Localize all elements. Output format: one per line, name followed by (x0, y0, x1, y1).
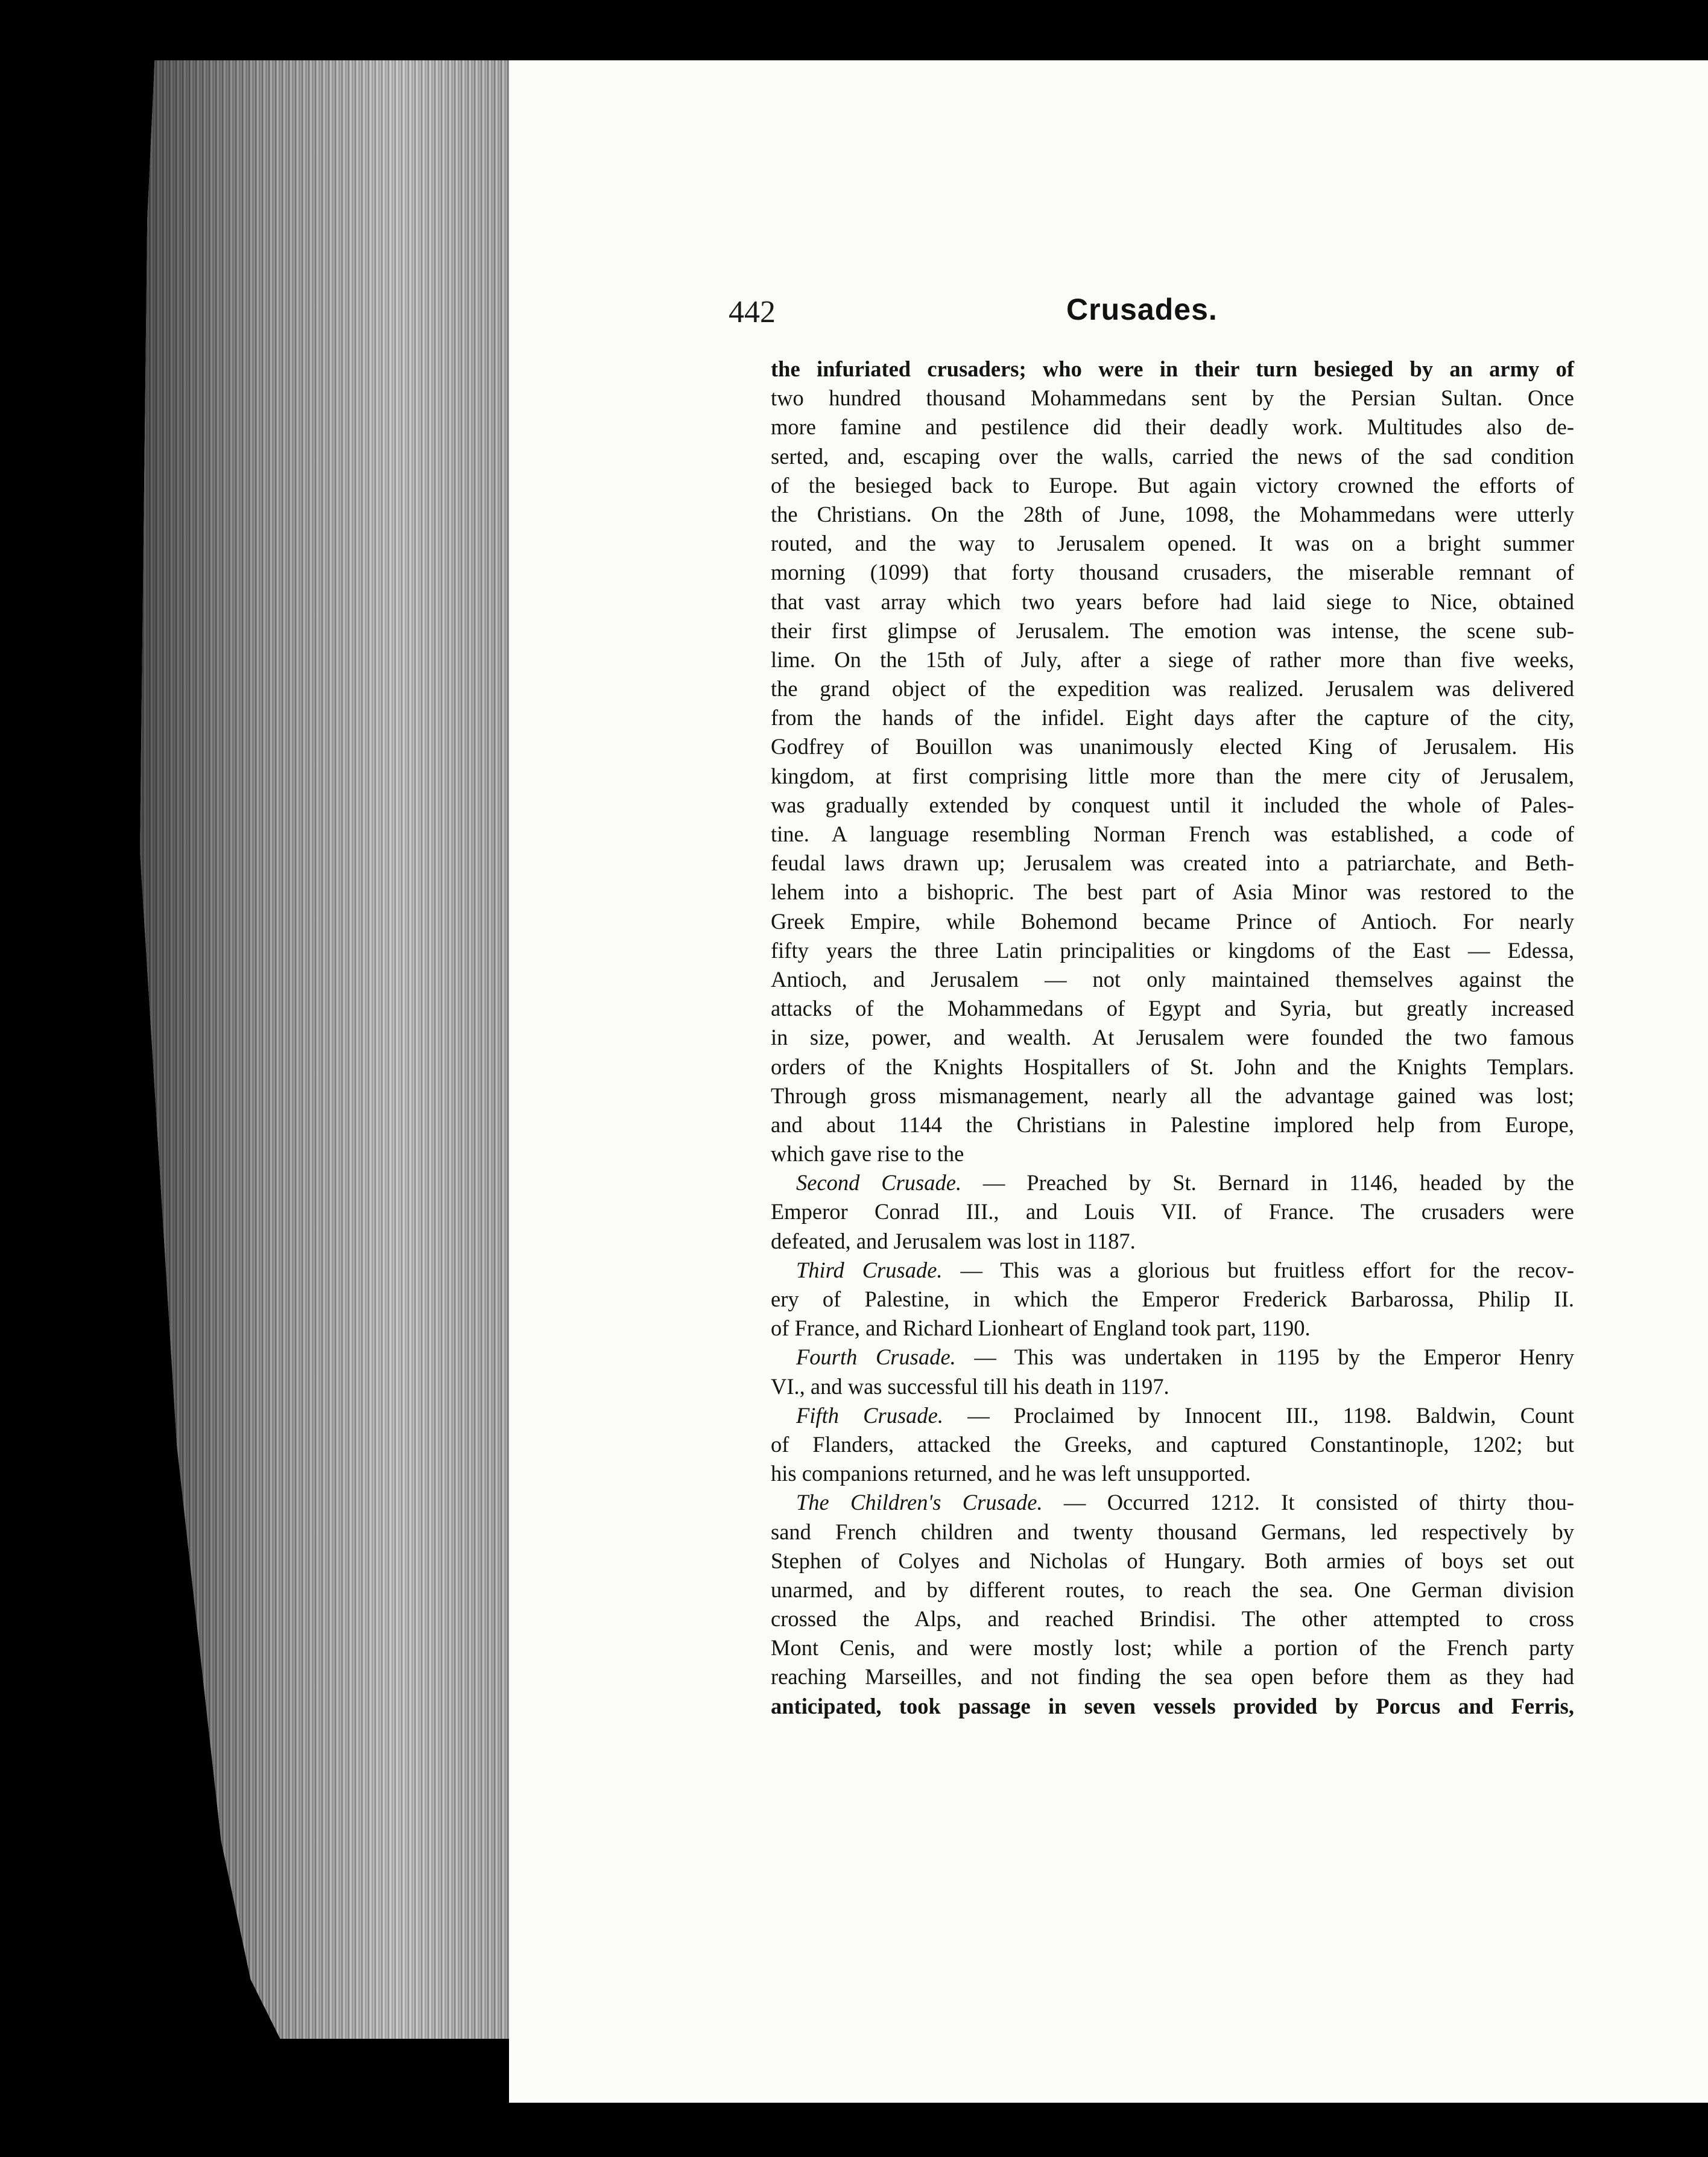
third-crusade-paragraph (771, 1256, 1574, 1285)
text-line: attacks of the Mohammedans of Egypt and Syria, but greatly increased (771, 996, 1574, 1021)
text-line: orders of the Knights Hospitallers of St. John and the Knights Templars. (771, 1054, 1574, 1079)
childrens-crusade-paragraph (771, 1488, 1574, 1517)
text-line: the grand object of the expedition was realized. Jerusalem was delivered (771, 676, 1574, 702)
text-line: kingdom, at first comprising little more than the mere city of Jerusalem, (771, 763, 1574, 788)
text-line: Through gross mismanagement, nearly all the advantage gained was lost; (771, 1083, 1574, 1108)
book-page-edges (140, 60, 509, 2039)
text-line: of the besieged back to Europe. But again victory crowned the efforts of (771, 472, 1574, 498)
text-line: Emperor Conrad III., and Louis VII. of France. The crusaders were (771, 1199, 1574, 1224)
second-crusade-paragraph (771, 1168, 1574, 1197)
fifth-crusade-paragraph (771, 1401, 1574, 1430)
text-line: which gave rise to the (771, 1141, 964, 1167)
text-line: their first glimpse of Jerusalem. The emotion was intense, the scene sub- (771, 618, 1574, 643)
text-line: of Flanders, attacked the Greeks, and captured Constantinople, 1202; but (771, 1431, 1574, 1457)
body-text (771, 355, 1574, 1721)
text-line: tine. A language resembling Norman French was established, a code of (771, 822, 1574, 846)
page-header (729, 294, 1230, 337)
text-line: unarmed, and by different routes, to reach the sea. One German division (771, 1577, 1574, 1602)
third-crusade-heading: Third Crusade. (796, 1257, 943, 1282)
text-line: and about 1144 the Christians in Palestine implored help from Europe, (771, 1112, 1574, 1137)
text-line: fifty years the three Latin principalities or kingdoms of the East — Edessa, (771, 937, 1574, 963)
text-line: in size, power, and wealth. At Jerusalem were founded the two famous (771, 1025, 1574, 1050)
text-line: Mont Cenis, and were mostly lost; while a portion of the French party (771, 1635, 1574, 1661)
text-line: the infuriated crusaders; who were in their turn besieged by an army of (771, 356, 1574, 381)
text-line: crossed the Alps, and reached Brindisi. The other attempted to cross (771, 1606, 1574, 1632)
text-line: feudal laws drawn up; Jerusalem was created into a patriarchate, and Beth- (771, 850, 1574, 876)
text-line: Godfrey of Bouillon was unanimously elected King of Jerusalem. His (771, 734, 1574, 759)
text-line: lehem into a bishopric. The best part of Asia Minor was restored to the (771, 879, 1574, 905)
text-line: Antioch, and Jerusalem — not only maintained themselves against the (771, 966, 1574, 992)
text-line: Stephen of Colyes and Nicholas of Hungary. Both armies of boys set out (771, 1548, 1574, 1573)
text-line: that vast array which two years before had laid siege to Nice, obtained (771, 589, 1574, 614)
text-line: routed, and the way to Jerusalem opened. It was on a bright summer (771, 531, 1574, 556)
text-run: — This was a glorious but fruitless effort for the recov- (942, 1257, 1574, 1282)
text-line: serted, and, escaping over the walls, carried the news of the sad condition (771, 443, 1574, 469)
text-line: ery of Palestine, in which the Emperor Frederick Barbarossa, Philip II. (771, 1287, 1574, 1311)
text-line: Greek Empire, while Bohemond became Prince of Antioch. For nearly (771, 908, 1574, 934)
text-line: sand French children and twenty thousand Germans, led respectively by (771, 1519, 1574, 1544)
text-line: lime. On the 15th of July, after a siege of rather more than five weeks, (771, 647, 1574, 672)
text-line: defeated, and Jerusalem was lost in 1187. (771, 1228, 1136, 1253)
text-line: of France, and Richard Lionheart of England took part, 1190. (771, 1316, 1311, 1341)
text-line: the Christians. On the 28th of June, 1098, the Mohammedans were utterly (771, 501, 1574, 527)
text-line: reaching Marseilles, and not finding the sea open before them as they had (771, 1664, 1574, 1690)
text-run: — Occurred 1212. It consisted of thirty thou- (1042, 1490, 1574, 1515)
running-title: Crusades. (1066, 293, 1218, 326)
fourth-crusade-paragraph (771, 1343, 1574, 1372)
page-number: 442 (729, 295, 776, 329)
text-line: morning (1099) that forty thousand crusaders, the miserable remnant of (771, 560, 1574, 585)
second-crusade-heading: Second Crusade. (796, 1170, 962, 1196)
text-line: more famine and pestilence did their deadly work. Multitudes also de- (771, 414, 1574, 440)
text-line: from the hands of the infidel. Eight days after the capture of the city, (771, 705, 1574, 730)
text-line: anticipated, took passage in seven vessels provided by Porcus and Ferris, (771, 1693, 1574, 1718)
text-line: two hundred thousand Mohammedans sent by the Persian Sultan. Once (771, 385, 1574, 411)
text-line: was gradually extended by conquest until it included the whole of Pales- (771, 792, 1574, 817)
fourth-crusade-heading: Fourth Crusade. (796, 1345, 956, 1370)
childrens-crusade-heading: The Children's Crusade. (796, 1490, 1043, 1515)
fifth-crusade-heading: Fifth Crusade. (796, 1402, 943, 1428)
text-run: — Preached by St. Bernard in 1146, headed by the (961, 1170, 1574, 1196)
text-run: — Proclaimed by Innocent III., 1198. Baldwin, Count (943, 1402, 1574, 1428)
text-line: his companions returned, and he was left unsupported. (771, 1461, 1251, 1486)
text-line: VI., and was successful till his death in 1197. (771, 1373, 1169, 1399)
text-run: — This was undertaken in 1195 by the Emperor Henry (955, 1345, 1574, 1370)
